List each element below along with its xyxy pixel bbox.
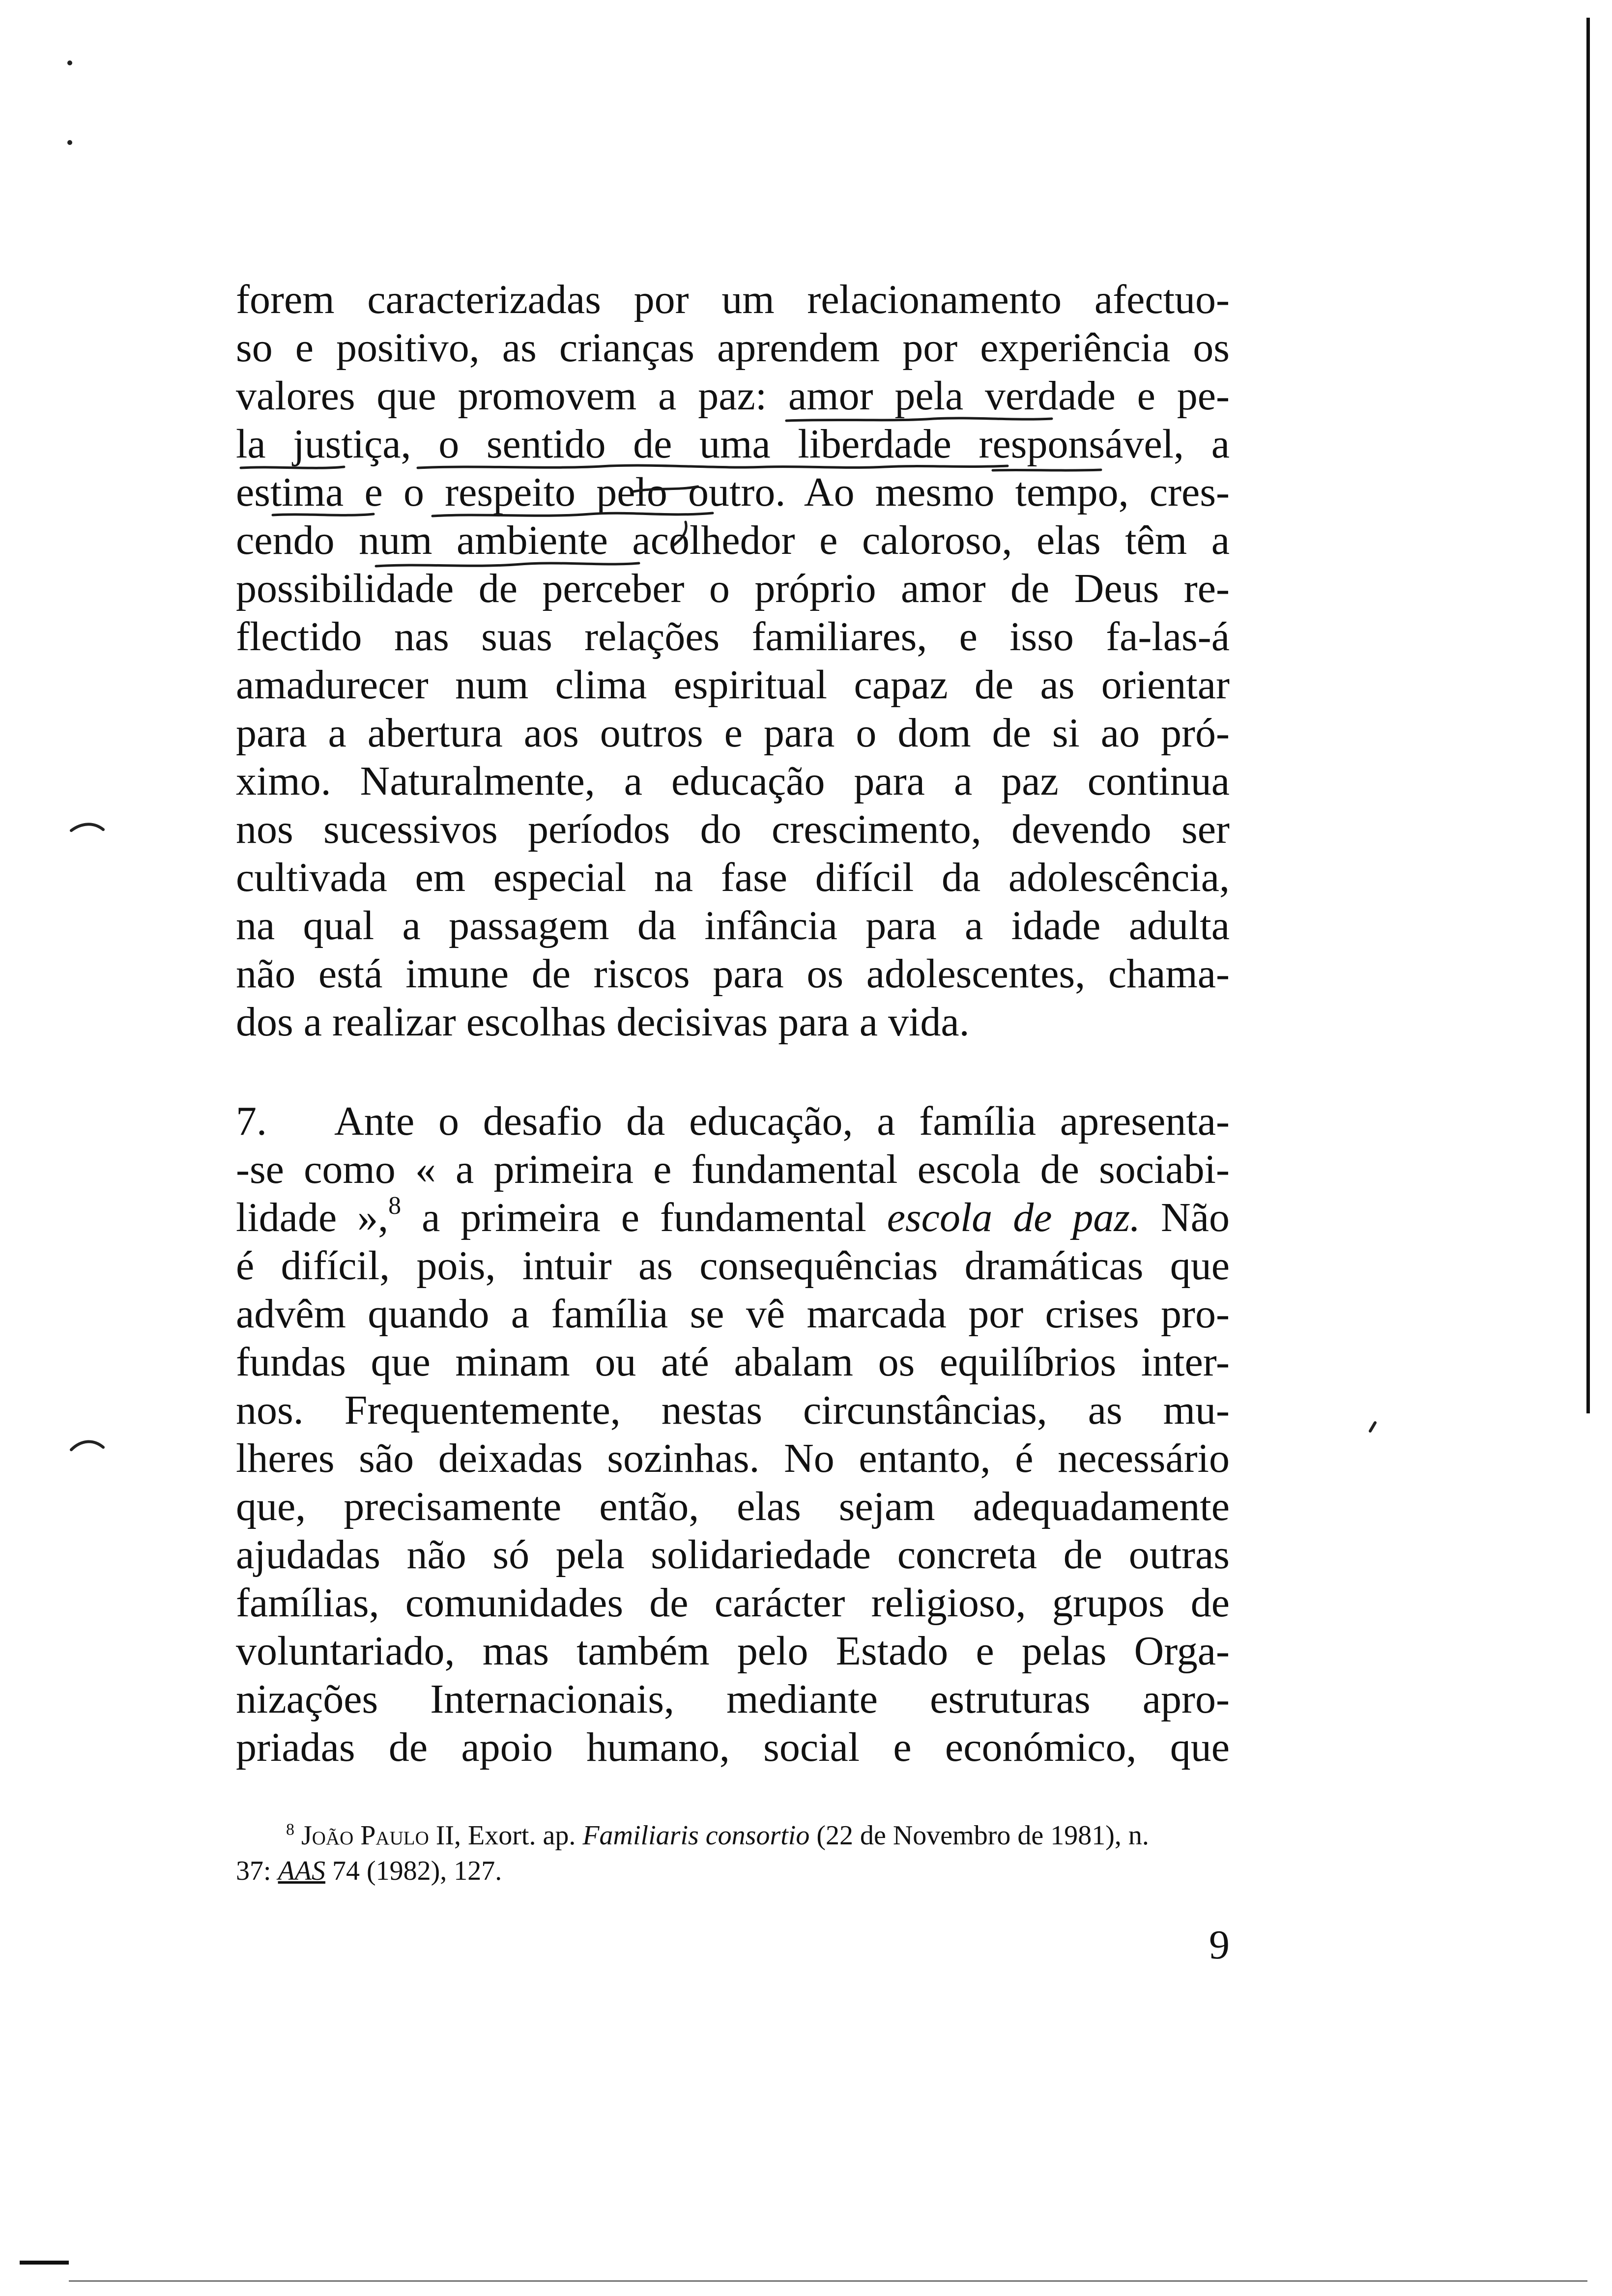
text-span: (22 de Novembro de 1981), n. — [809, 1820, 1149, 1851]
text-line: famílias, comunidades de carácter religioso, grupos de — [236, 1580, 1230, 1626]
text-span: 74 (1982), 127. — [325, 1856, 502, 1886]
text-line: é difícil, pois, intuir as consequências dramáticas que — [236, 1243, 1230, 1289]
paragraph-number: 7. — [236, 1098, 267, 1144]
text-line: ximo. Naturalmente, a educação para a paz continua — [236, 758, 1230, 804]
text-line: forem caracterizadas por um relacionamento afectuo- — [236, 277, 1230, 322]
text-span: a primeira e fundamental — [401, 1195, 887, 1240]
footnote-title: Familiaris consortio — [582, 1820, 810, 1851]
text-line: -se como « a primeira e fundamental escola de sociabi- — [236, 1147, 1230, 1192]
footnote-journal: AAS — [278, 1856, 325, 1886]
text-span: , Exort. ap. — [454, 1820, 583, 1851]
text-line: na qual a passagem da infância para a idade adulta — [236, 903, 1230, 948]
text-line: so e positivo, as crianças aprendem por experiência os — [236, 325, 1230, 371]
text-line: dos a realizar escolhas decisivas para a vida. — [236, 999, 970, 1045]
text-line: advêm quando a família se vê marcada por crises pro- — [236, 1291, 1230, 1337]
text-line: flectido nas suas relações familiares, e isso fa-las-á — [236, 614, 1230, 660]
text-line: la justiça, o sentido de uma liberdade responsável, a — [236, 421, 1230, 467]
text-line: possibilidade de perceber o próprio amor de Deus re- — [236, 566, 1230, 611]
text-line: para a abertura aos outros e para o dom de si ao pró- — [236, 710, 1230, 756]
text-line: cultivada em especial na fase difícil da adolescência, — [236, 855, 1230, 900]
text-line: ajudadas não só pela solidariedade concreta de outras — [236, 1532, 1230, 1578]
text-line: amadurecer num clima espiritual capaz de as orientar — [236, 662, 1230, 708]
text-line: nos. Frequentemente, nestas circunstâncias, as mu- — [236, 1387, 1230, 1433]
footnote-author: João Paulo II — [301, 1820, 455, 1851]
footnote-ref: 8 — [388, 1192, 402, 1220]
text-line: não está imune de riscos para os adolescentes, chama- — [236, 951, 1230, 997]
text-line: voluntariado, mas também pelo Estado e pelas Orga- — [236, 1628, 1230, 1674]
text-line: valores que promovem a paz: amor pela verdade e pe- — [236, 373, 1230, 419]
emphasis: escola de paz. — [887, 1195, 1141, 1240]
text-span: 37: — [236, 1856, 278, 1886]
text-span: Não — [1140, 1195, 1230, 1240]
text-line: nos sucessivos períodos do crescimento, devendo ser — [236, 806, 1230, 852]
text-line: estima e o respeito pelo outro. Ao mesmo tempo, cres- — [236, 469, 1230, 515]
page-number: 9 — [1209, 1922, 1230, 1968]
text-line: nizações Internacionais, mediante estruturas apro- — [236, 1676, 1230, 1722]
text-span: Ante o desafio da educação, a família apresenta- — [334, 1098, 1230, 1144]
text-line: lheres são deixadas sozinhas. No entanto, é necessário — [236, 1435, 1230, 1481]
text-line: que, precisamente então, elas sejam adequadamente — [236, 1484, 1230, 1529]
text-span: lidade », — [236, 1195, 389, 1240]
footnote-marker: 8 — [286, 1820, 294, 1839]
text-line: cendo num ambiente acolhedor e caloroso, elas têm a — [236, 517, 1230, 563]
text-line: priadas de apoio humano, social e económico, que — [236, 1724, 1230, 1770]
text-line: fundas que minam ou até abalam os equilíbrios inter- — [236, 1339, 1230, 1385]
